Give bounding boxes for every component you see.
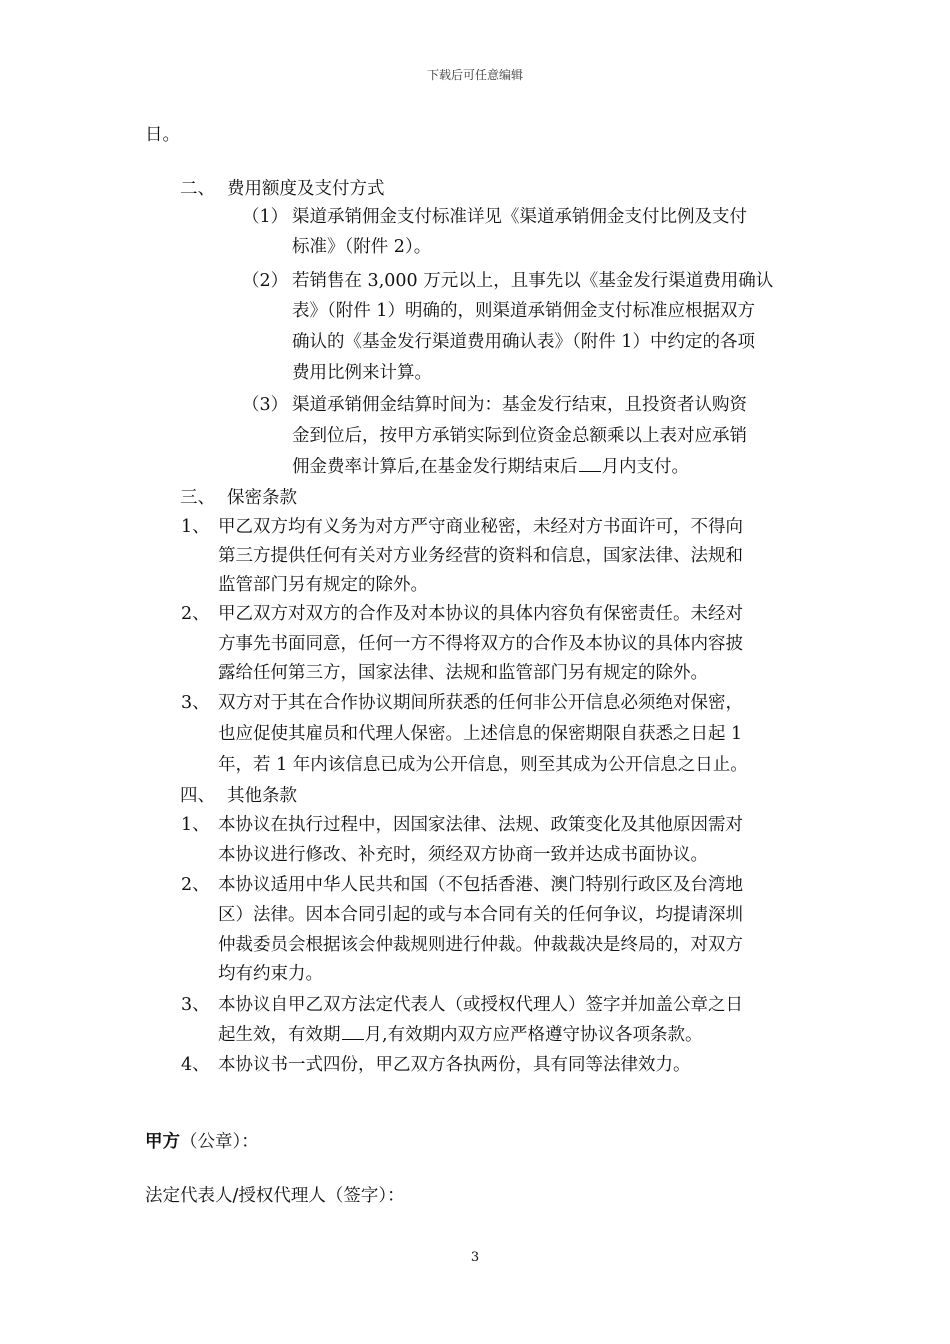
item-number: 2、 xyxy=(181,604,210,624)
item-number: 2、 xyxy=(181,875,210,895)
paragraph-line: 若销售在 3,000 万元以上，且事先以《基金发行渠道费用确认 xyxy=(292,271,774,291)
paragraph-line: 区）法律。因本合同引起的或与本合同有关的任何争议，均提请深圳 xyxy=(218,905,743,925)
representative-signature-line: 法定代表人/授权代理人（签字）： xyxy=(145,1186,405,1206)
item-number: 1、 xyxy=(181,815,210,835)
paragraph-text: 起生效，有效期 xyxy=(218,1025,341,1045)
paragraph-line: 标准》（附件 2）。 xyxy=(292,237,432,257)
item-number: 1、 xyxy=(181,517,210,537)
paragraph-line: 费用比例来计算。 xyxy=(292,363,432,383)
paragraph-line: 本协议适用中华人民共和国（不包括香港、澳门特别行政区及台湾地 xyxy=(218,875,743,895)
paragraph-line: 均有约束力。 xyxy=(218,964,323,984)
party-a-signature-line xyxy=(145,1128,259,1153)
party-a-seal-label: （公章）： xyxy=(180,1132,259,1152)
paragraph-line: 确认的《基金发行渠道费用确认表》（附件 1）中约定的各项 xyxy=(292,332,755,352)
paragraph-text: 佣金费率计算后,在基金发行期结束后 xyxy=(292,457,578,477)
paragraph-line: 本协议进行修改、补充时，须经双方协商一致并达成书面协议。 xyxy=(218,845,708,865)
paragraph-line: 仲裁委员会根据该会仲裁规则进行仲裁。仲裁裁决是终局的，对双方 xyxy=(218,935,743,955)
fill-in-blank xyxy=(579,455,601,472)
paragraph-line: 甲乙双方均有义务为对方严守商业秘密，未经对方书面许可，不得向 xyxy=(218,517,743,537)
paragraph-line: 甲乙双方对双方的合作及对本协议的具体内容负有保密责任。未经对 xyxy=(218,604,743,624)
fill-in-blank xyxy=(342,1023,364,1040)
section-number: 二、 xyxy=(180,179,215,199)
paragraph-line: 也应促使其雇员和代理人保密。上述信息的保密期限自获悉之日起 1 xyxy=(218,724,743,744)
paragraph-line: 双方对于其在合作协议期间所获悉的任何非公开信息必须绝对保密， xyxy=(218,693,743,713)
item-number: （1） xyxy=(242,207,289,227)
paragraph-line xyxy=(292,454,689,480)
paragraph-line: 露给任何第三方，国家法律、法规和监管部门另有规定的除外。 xyxy=(218,663,708,683)
item-number: （2） xyxy=(242,271,289,291)
paragraph-text: 月,有效期内双方应严格遵守协议各项条款。 xyxy=(364,1025,703,1045)
paragraph-line: 渠道承销佣金支付标准详见《渠道承销佣金支付比例及支付 xyxy=(292,207,747,227)
party-a-label: 甲方 xyxy=(145,1132,180,1152)
item-number: （3） xyxy=(242,395,289,415)
item-number: 3、 xyxy=(181,995,210,1015)
section-number: 四、 xyxy=(180,786,215,806)
paragraph-line: 本协议书一式四份，甲乙双方各执两份，具有同等法律效力。 xyxy=(218,1055,691,1075)
paragraph-line: 本协议在执行过程中，因国家法律、法规、政策变化及其他原因需对 xyxy=(218,815,743,835)
paragraph-text: 月内支付。 xyxy=(601,457,690,477)
paragraph-line: 日。 xyxy=(145,125,180,145)
paragraph-line: 监管部门另有规定的除外。 xyxy=(218,575,428,595)
section-title: 其他条款 xyxy=(227,786,297,806)
section-title: 费用额度及支付方式 xyxy=(227,179,385,199)
page-number: 3 xyxy=(470,1250,480,1265)
page-header: 下载后可任意编辑 xyxy=(426,68,523,82)
paragraph-line: 本协议自甲乙双方法定代表人（或授权代理人）签字并加盖公章之日 xyxy=(218,995,743,1015)
item-number: 3、 xyxy=(181,693,210,713)
paragraph-line: 表》（附件 1）明确的，则渠道承销佣金支付标准应根据双方 xyxy=(292,301,755,321)
section-title: 保密条款 xyxy=(227,488,297,508)
paragraph-line: 方事先书面同意，任何一方不得将双方的合作及本协议的具体内容披 xyxy=(218,634,743,654)
paragraph-line: 渠道承销佣金结算时间为：基金发行结束，且投资者认购资 xyxy=(292,395,747,415)
paragraph-line: 年，若 1 年内该信息已成为公开信息，则至其成为公开信息之日止。 xyxy=(218,755,748,775)
paragraph-line xyxy=(218,1022,703,1048)
section-number: 三、 xyxy=(180,488,215,508)
paragraph-line: 金到位后，按甲方承销实际到位资金总额乘以上表对应承销 xyxy=(292,426,747,446)
item-number: 4、 xyxy=(181,1055,210,1075)
paragraph-line: 第三方提供任何有关对方业务经营的资料和信息，国家法律、法规和 xyxy=(218,546,743,566)
